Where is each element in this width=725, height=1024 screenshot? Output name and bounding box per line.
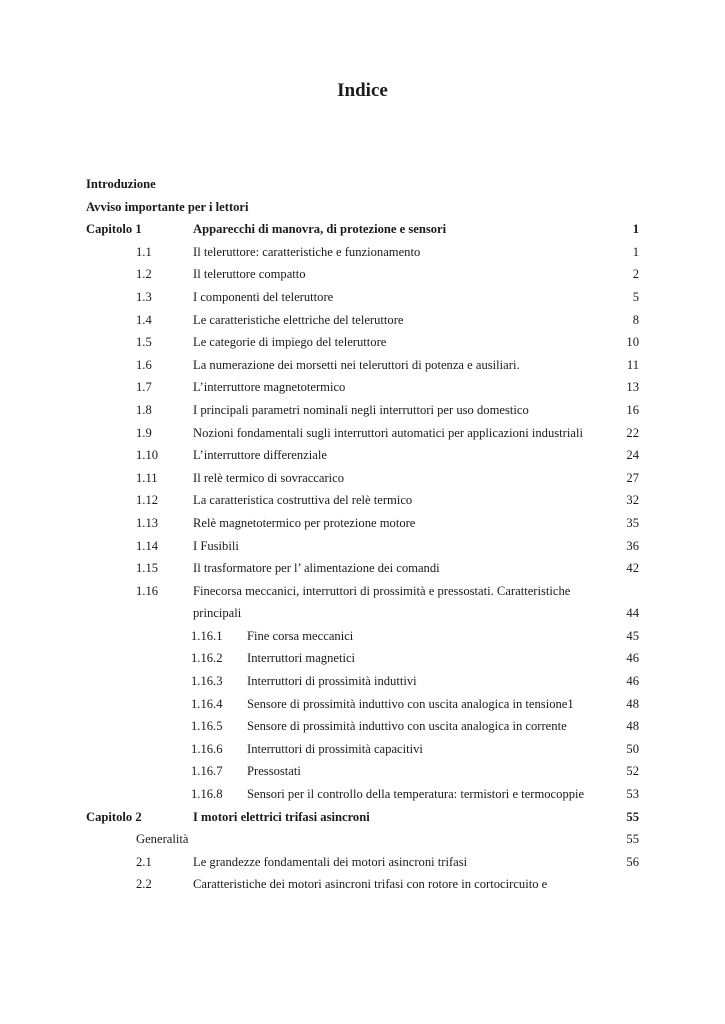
toc-entry-title: I motori elettrici trifasi asincroni: [193, 809, 370, 824]
toc-entry-page: 53: [626, 787, 639, 802]
toc-entry-number: 1.6: [136, 357, 152, 372]
toc-entry-number: 1.5: [136, 335, 152, 350]
toc-entry-page: 48: [626, 719, 639, 734]
toc-entry-chapter[interactable]: [0, 806, 725, 829]
toc-entry-section[interactable]: [0, 873, 725, 896]
toc-entry-title: Interruttori di prossimità capacitivi: [247, 741, 423, 756]
toc-entry-number: 1.16: [136, 583, 159, 598]
toc-entry-page: 44: [626, 606, 639, 621]
toc-entry-title: Relè magnetotermico per protezione motore: [193, 515, 416, 530]
toc-entry-number: Capitolo 2: [86, 809, 142, 824]
toc-entry-number: 1.13: [136, 515, 159, 530]
toc-entry-section[interactable]: [0, 444, 725, 467]
toc-entry-section[interactable]: [0, 467, 725, 490]
toc-entry-number: 1.16.1: [191, 628, 223, 643]
toc-entry-page: 24: [626, 448, 639, 463]
toc-entry-subsection[interactable]: [0, 670, 725, 693]
toc-entry-title: I principali parametri nominali negli interruttori per uso domestico: [193, 402, 529, 417]
toc-entry-title: I Fusibili: [193, 538, 239, 553]
toc-entry-title: Le grandezze fondamentali dei motori asincroni trifasi: [193, 854, 468, 869]
toc-entry-number: 1.2: [136, 267, 152, 282]
toc-entry-title: Il teleruttore compatto: [193, 267, 306, 282]
toc-entry-title: Avviso importante per i lettori: [86, 199, 249, 214]
toc-entry-front[interactable]: [0, 196, 725, 219]
toc-entry-page: 42: [626, 561, 639, 576]
toc-entry-number: 1.1: [136, 244, 152, 259]
toc-entry-title: Introduzione: [86, 177, 156, 191]
toc-entry-number: 1.3: [136, 289, 152, 304]
toc-entry-page: 1: [632, 222, 639, 237]
toc-entry-section[interactable]: [0, 512, 725, 535]
toc-entry-page: 46: [626, 651, 639, 666]
page-title: Indice: [337, 80, 388, 101]
toc-entry-page: 45: [626, 628, 639, 643]
toc-entry-section[interactable]: [0, 535, 725, 558]
toc-entry-title: Apparecchi di manovra, di protezione e sensori: [193, 222, 447, 237]
toc-entry-page: 46: [626, 674, 639, 689]
toc-entry-section[interactable]: [0, 851, 725, 874]
toc-entry-title: Fine corsa meccanici: [247, 628, 354, 643]
toc-entry-title: Pressostati: [247, 764, 301, 779]
toc-entry-section[interactable]: [0, 376, 725, 399]
toc-entry-number: 1.16.6: [191, 741, 223, 756]
toc-entry-title: La caratteristica costruttiva del relè termico: [193, 493, 413, 508]
toc-entry-subsection[interactable]: [0, 647, 725, 670]
toc-entry-page: 52: [626, 764, 639, 779]
toc-entry-page: 13: [626, 380, 639, 395]
toc-entry-page: 8: [632, 312, 639, 327]
toc-entry-page: 16: [626, 402, 639, 417]
toc-entry-title: La numerazione dei morsetti nei teleruttori di potenza e ausiliari.: [193, 357, 520, 372]
toc-entry-title: Il teleruttore: caratteristiche e funzionamento: [193, 244, 421, 259]
toc-entry-title: Interruttori magnetici: [247, 651, 356, 666]
toc-entry-general[interactable]: [0, 828, 725, 851]
toc-entry-chapter[interactable]: [0, 218, 725, 241]
toc-entry-subsection[interactable]: [0, 738, 725, 761]
toc-entry-subsection[interactable]: [0, 783, 725, 806]
toc-entry-number: 1.16.5: [191, 719, 223, 734]
toc-entry-page: 55: [626, 809, 639, 824]
toc-entry-page: 48: [626, 696, 639, 711]
toc-entry-number: 2.2: [136, 877, 152, 892]
toc-entry-number: Generalità: [136, 832, 189, 847]
toc-entry-page: 1: [632, 244, 639, 259]
toc-entry-section[interactable]: [0, 580, 725, 603]
toc-entry-subsection[interactable]: [0, 715, 725, 738]
toc-entry-page: 11: [626, 357, 639, 372]
toc-entry-number: 1.16.4: [191, 696, 223, 711]
toc-entry-section[interactable]: [0, 399, 725, 422]
toc-entry-section[interactable]: [0, 489, 725, 512]
toc-entry-page: 5: [632, 289, 639, 304]
toc-entry-section[interactable]: [0, 557, 725, 580]
toc-entry-page: 36: [626, 538, 639, 553]
toc-entry-title: I componenti del teleruttore: [193, 289, 334, 304]
toc-entry-number: 1.15: [136, 561, 159, 576]
toc-entry-number: 1.16.2: [191, 651, 223, 666]
toc-entry-number: 1.16.3: [191, 674, 223, 689]
toc-entry-subsection[interactable]: [0, 760, 725, 783]
toc-entry-title: Sensore di prossimità induttivo con uscita analogica in tensione1: [247, 696, 574, 711]
toc-entry-title: Il relè termico di sovraccarico: [193, 470, 345, 485]
toc-entry-number: 1.16.8: [191, 787, 223, 802]
toc-entry-page: 35: [626, 515, 639, 530]
toc-entry-title: Nozioni fondamentali sugli interruttori automatici per applicazioni industriali: [193, 425, 583, 440]
toc-entry-title: Caratteristiche dei motori asincroni trifasi con rotore in cortocircuito e: [193, 877, 548, 892]
toc-entry-number: 1.8: [136, 402, 152, 417]
toc-entry-subsection[interactable]: [0, 625, 725, 648]
toc-entry-number: 1.9: [136, 425, 152, 440]
toc-entry-number: 1.7: [136, 380, 152, 395]
toc-entry-page: 56: [626, 854, 639, 869]
toc-entry-section[interactable]: [0, 241, 725, 264]
toc-entry-number: 2.1: [136, 854, 152, 869]
toc-entry-number: 1.12: [136, 493, 159, 508]
toc-entry-number: 1.10: [136, 448, 159, 463]
toc-entry-section[interactable]: [0, 309, 725, 332]
toc-entry-section[interactable]: [0, 422, 725, 445]
toc-entry-page: 50: [626, 741, 639, 756]
toc-entry-section[interactable]: [0, 286, 725, 309]
toc-entry-section[interactable]: [0, 331, 725, 354]
toc-entry-title: L’interruttore magnetotermico: [193, 380, 346, 395]
toc-entry-page: 22: [626, 425, 639, 440]
toc-entry-number: Capitolo 1: [86, 222, 142, 237]
toc-entry-title: Sensore di prossimità induttivo con uscita analogica in corrente: [247, 719, 567, 734]
toc-entry-number: 1.11: [136, 470, 158, 485]
toc-entry-page: 55: [626, 832, 639, 847]
toc-entry-title: Finecorsa meccanici, interruttori di prossimità e pressostati. Caratteristiche: [193, 583, 571, 598]
toc-entry-title: Sensori per il controllo della temperatura: termistori e termocoppie: [247, 787, 585, 802]
toc-entry-section[interactable]: [0, 263, 725, 286]
toc-entry-page: 32: [626, 493, 639, 508]
toc-entry-page: 27: [626, 470, 639, 485]
toc-entry-number: 1.4: [136, 312, 152, 327]
toc-entry-page: 2: [632, 267, 639, 282]
toc-entry-title: principali: [193, 606, 242, 621]
toc-entry-title: Interruttori di prossimità induttivi: [247, 674, 417, 689]
table-of-contents: [0, 173, 725, 896]
toc-entry-number: 1.16.7: [191, 764, 223, 779]
toc-entry-title: Le categorie di impiego del teleruttore: [193, 335, 387, 350]
toc-entry-section[interactable]: [0, 602, 725, 625]
toc-entry-title: Le caratteristiche elettriche del teleruttore: [193, 312, 404, 327]
toc-entry-section[interactable]: [0, 354, 725, 377]
toc-entry-subsection[interactable]: [0, 693, 725, 716]
toc-entry-page: 10: [626, 335, 639, 350]
toc-entry-number: 1.14: [136, 538, 159, 553]
toc-entry-front[interactable]: [0, 173, 725, 196]
toc-entry-title: Il trasformatore per l’ alimentazione dei comandi: [193, 561, 440, 576]
toc-entry-title: L’interruttore differenziale: [193, 448, 327, 463]
